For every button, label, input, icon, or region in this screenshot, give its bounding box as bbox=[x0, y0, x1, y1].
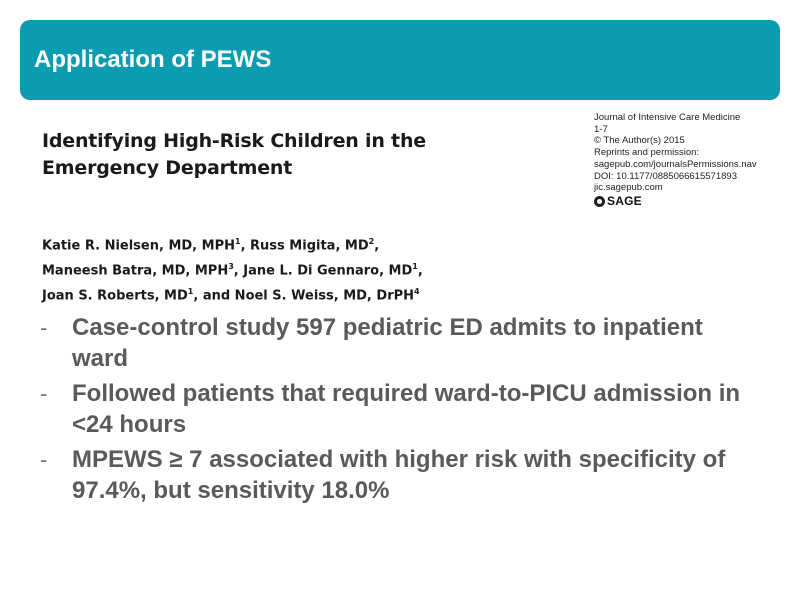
bullet-text: Case-control study 597 pediatric ED admits to inpatient ward bbox=[72, 314, 703, 372]
bullet-text: MPEWS ≥ 7 associated with higher risk with specificity of 97.4%, but sensitivity 18.0% bbox=[72, 446, 726, 504]
author: , Russ Migita, MD bbox=[240, 238, 369, 254]
author: , Jane L. Di Gennaro, MD bbox=[233, 263, 413, 279]
journal-site: jic.sagepub.com bbox=[594, 182, 663, 194]
journal-name: Journal of Intensive Care Medicine bbox=[594, 112, 741, 123]
bullet-item bbox=[40, 312, 760, 374]
author-affiliation: 2 bbox=[368, 237, 375, 246]
author-affiliation: 3 bbox=[228, 261, 234, 271]
bullet-dash: - bbox=[40, 381, 48, 406]
authors-line bbox=[42, 232, 562, 257]
sage-logo bbox=[594, 193, 794, 208]
title-bar bbox=[20, 20, 780, 100]
author: Katie R. Nielsen, MD, MPH bbox=[42, 238, 235, 254]
authors-line bbox=[42, 282, 562, 307]
author: , and Noel S. Weiss, MD, DrPH bbox=[193, 287, 415, 303]
journal-copyright: © The Author(s) 2015 bbox=[594, 135, 685, 147]
paper-title bbox=[42, 128, 562, 182]
journal-pages: 1-7 bbox=[594, 123, 608, 135]
sage-logo-icon bbox=[594, 196, 605, 207]
sage-logo-text: SAGE bbox=[607, 193, 642, 208]
bullet-item bbox=[40, 378, 760, 440]
bullet-text: Followed patients that required ward-to-PICU admission in <24 hours bbox=[72, 380, 741, 438]
author-separator: , bbox=[374, 238, 380, 254]
author-separator: , bbox=[417, 263, 423, 279]
journal-reprints: Reprints and permission: bbox=[594, 147, 700, 159]
author: Maneesh Batra, MD, MPH bbox=[42, 263, 229, 279]
author-affiliation: 1 bbox=[235, 237, 241, 246]
bullet-list bbox=[40, 312, 760, 510]
author-affiliation: 1 bbox=[412, 261, 418, 271]
bullet-dash: - bbox=[40, 315, 48, 340]
authors-line bbox=[42, 257, 562, 282]
journal-doi: DOI: 10.1177/0885066615571893 bbox=[594, 170, 737, 182]
journal-permissions-url: sagepub.com/journalsPermissions.nav bbox=[594, 158, 757, 170]
author-affiliation: 1 bbox=[187, 286, 194, 296]
slide-title: Application of PEWS bbox=[34, 46, 272, 73]
bullet-dash: - bbox=[40, 447, 48, 472]
author-affiliation: 4 bbox=[414, 286, 420, 296]
journal-info bbox=[594, 112, 794, 208]
paper-authors bbox=[42, 232, 562, 306]
author: Joan S. Roberts, MD bbox=[42, 287, 188, 303]
paper-title-line: Emergency Department bbox=[42, 157, 293, 179]
bullet-item bbox=[40, 444, 760, 506]
paper-title-line: Identifying High-Risk Children in the bbox=[42, 130, 426, 152]
